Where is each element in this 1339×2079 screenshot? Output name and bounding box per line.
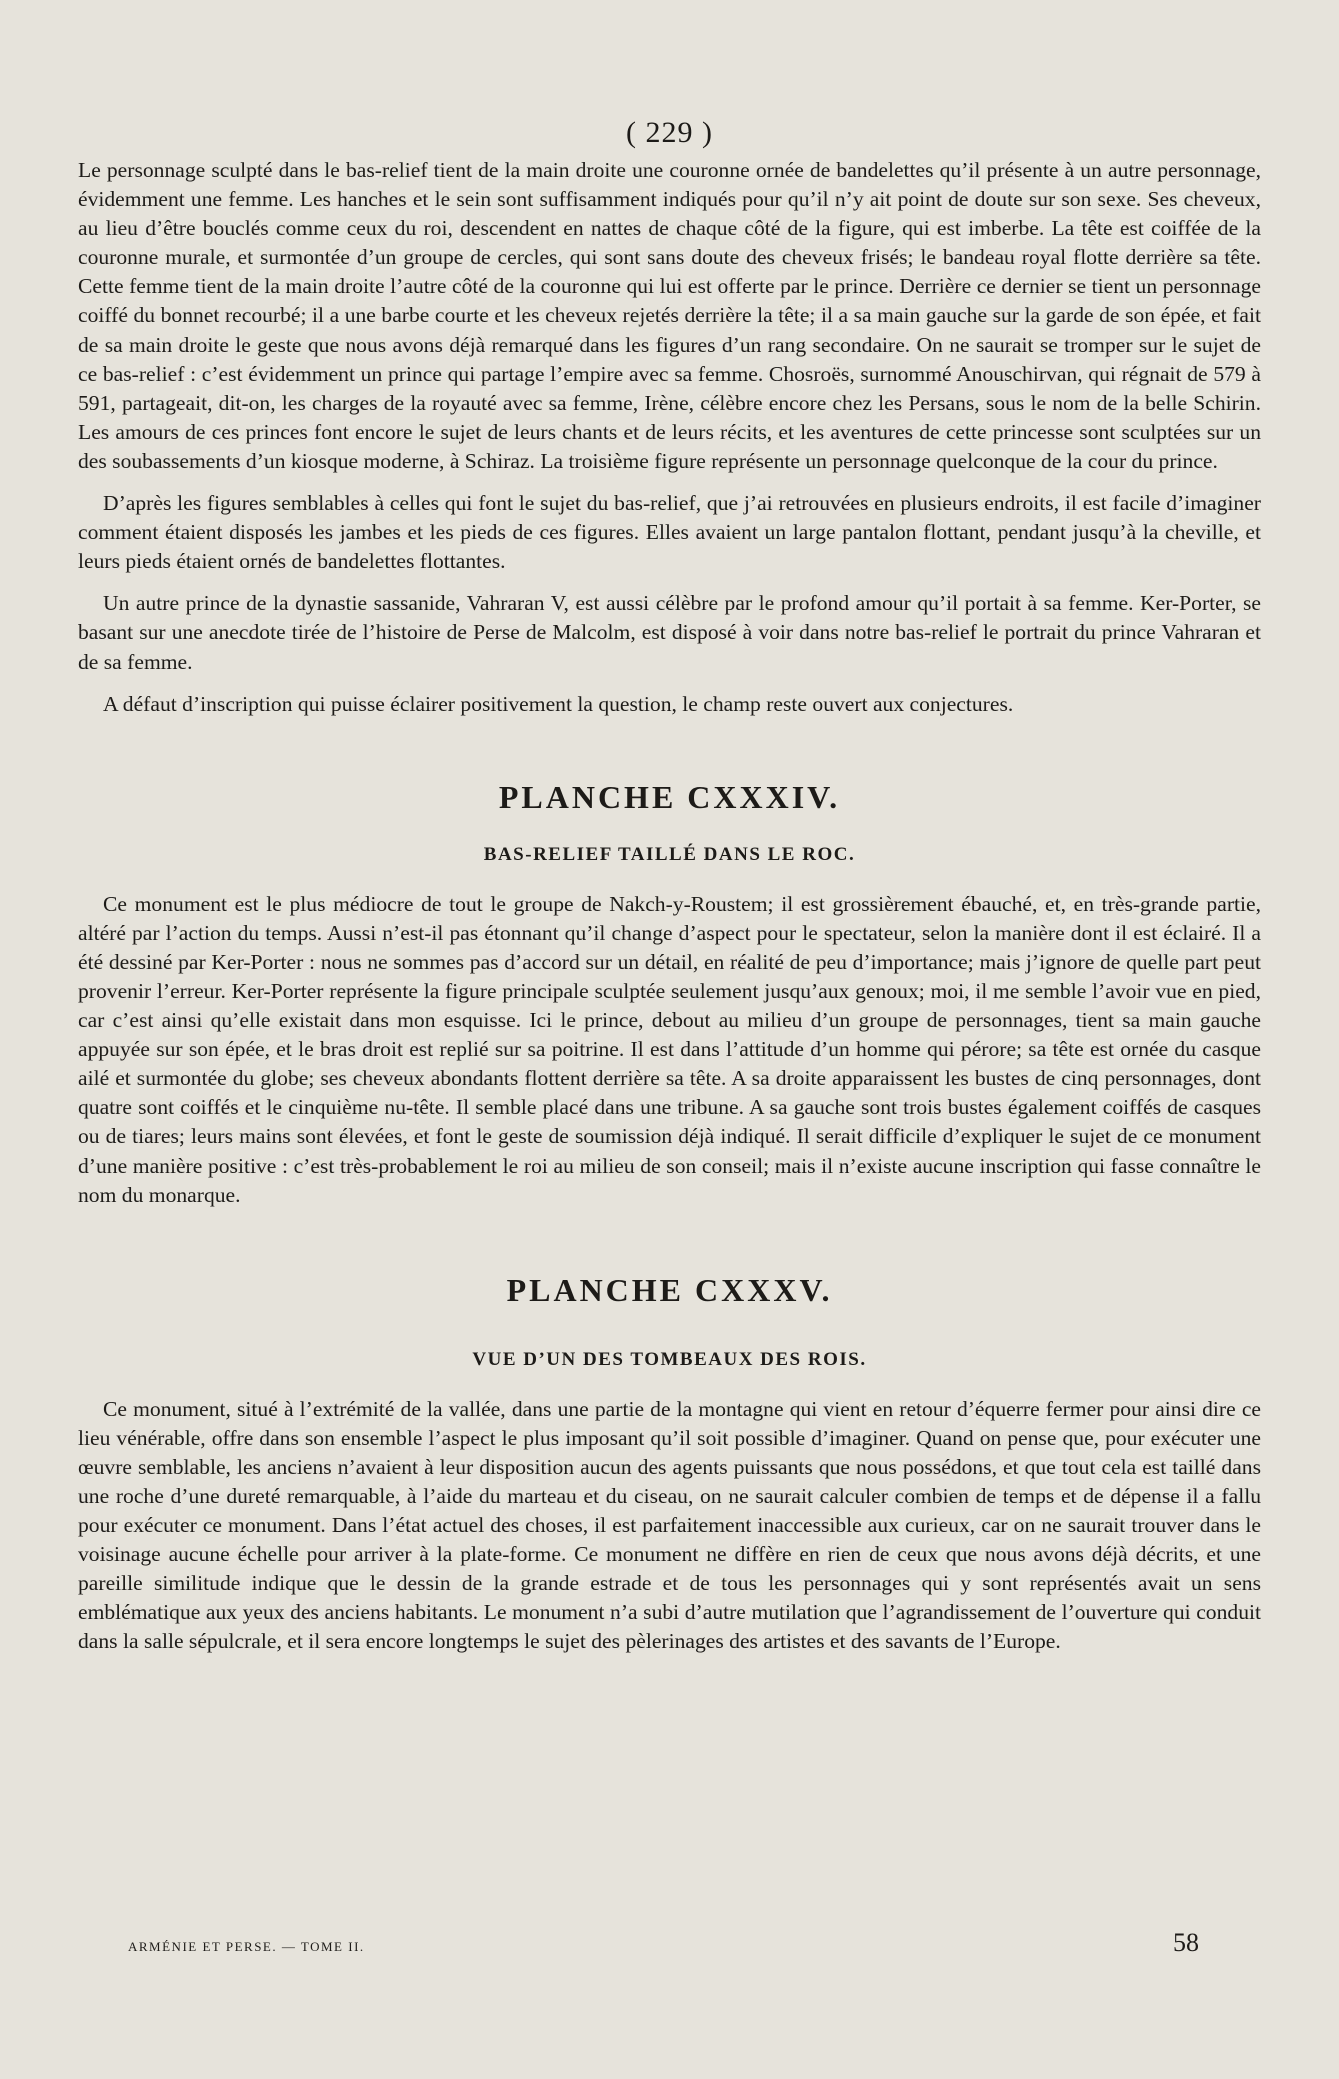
section-plate-cxxxiv (78, 779, 1261, 1210)
paragraph: Ce monument, situé à l’extrémité de la vallée, dans une partie de la montagne qui vient en retour d’équerre fermer pour ainsi dire ce lieu vénérable, offre dans son ensemble l’aspect le plus imposant qu’il soit possible d’imaginer. Quand on pense que, pour exécuter une œuvre semblable, les anciens n’avaient à leur disposition aucun des agents puissants que nous possédons, et que tout cela est taillé dans une roche d’une dureté remarquable, à l’aide du marteau et du ciseau, on ne saurait calculer combien de temps et de dépense il a fallu pour exécuter ce monument. Dans l’état actuel des choses, il est parfaitement inaccessible aux curieux, car on ne saurait trouver dans le voisinage aucune échelle pour arriver à la plate-forme. Ce monument ne diffère en rien de ceux que nous avons déjà décrits, et une pareille similitude indique que le dessin de la grande estrade et de tous les personnages qui y sont représentés avait un sens emblématique aux yeux des anciens habitants. Le monument n’a subi d’autre mutilation que l’agrandissement de l’ouverture qui conduit dans la salle sépulcrale, et il sera encore longtemps le sujet des pèlerinages des artistes et des savants de l’Europe. (78, 1396, 1261, 1654)
page-number: ( 229 ) (626, 116, 713, 149)
plate-title: PLANCHE CXXXV. (506, 1271, 833, 1308)
paragraph: Ce monument est le plus médiocre de tout le groupe de Nakch-y-Roustem; il est grossièrement ébauché, et, en très-grande partie, altéré par l’action du temps. Aussi n’est-il pas étonnant qu’il change d’aspect pour le spectateur, selon la manière dont il est éclairé. Il a été dessiné par Ker-Porter : nous ne sommes pas d’accord sur un détail, en réalité de peu d’importance; mais j’ignore de quelle part peut provenir l’erreur. Ker-Porter représente la figure principale sculptée seulement jusqu’aux genoux; moi, il me semble l’avoir vue en pied, car c’est ainsi qu’elle existait dans mon esquisse. Ici le prince, debout au milieu d’un groupe de personnages, tient sa main gauche appuyée sur son épée, et le bras droit est replié sur sa poitrine. Il est dans l’attitude d’un homme qui pérore; sa tête est ornée du casque ailé et surmontée du globe; ses cheveux abondants flottent derrière sa tête. A sa droite apparaissent les bustes de cinq personnages, dont quatre sont coiffés et le cinquième nu-tête. Il semble placé dans une tribune. A sa gauche sont trois bustes également coiffés de casques ou de tiares; leurs mains sont élevées, et font le geste de soumission déjà indiqué. Il serait difficile d’expliquer le sujet de ce monument d’une manière positive : c’est très-probablement le roi au milieu de son conseil; mais il n’existe aucune inscription qui fasse connaître le nom du monarque. (78, 891, 1261, 1207)
paragraph: Un autre prince de la dynastie sassanide, Vahraran V, est aussi célèbre par le profond amour qu’il portait à sa femme. Ker-Porter, se basant sur une anecdote tirée de l’histoire de Perse de Malcolm, est disposé à voir dans notre bas-relief le portrait du prince Vahraran et de sa femme. (78, 591, 1261, 674)
paragraph: A défaut d’inscription qui puisse éclairer positivement la question, le champ reste ouvert aux conjectures. (103, 691, 1014, 716)
footer-signature-number: 58 (1173, 1928, 1199, 1957)
paragraph: D’après les figures semblables à celles qui font le sujet du bas-relief, que j’ai retrouvées en plusieurs endroits, il est facile d’imaginer comment étaient disposés les jambes et les pieds de ces figures. Elles avaient un large pantalon flottant, pendant jusqu’à la cheville, et leurs pieds étaient ornés de bandelettes flottantes. (78, 491, 1261, 574)
page-footer (128, 1928, 1199, 1958)
footer-volume-label: ARMÉNIE ET PERSE. — TOME II. (128, 1939, 365, 1954)
section-plate-cxxxv (78, 1272, 1261, 1657)
paragraph: Le personnage sculpté dans le bas-relief tient de la main droite une couronne ornée de bandelettes qu’il présente à un autre personnage, évidemment une femme. Les hanches et le sein sont suffisamment indiqués pour qu’il n’y ait point de doute sur son sexe. Ses cheveux, au lieu d’être bouclés comme ceux du roi, descendent en nattes de chaque côté de la figure, qui est imberbe. La tête est coiffée de la couronne murale, et surmontée d’un groupe de cercles, qui sont sans doute des cheveux frisés; le bandeau royal flotte derrière sa tête. Cette femme tient de la main droite l’autre côté de la couronne qui lui est offerte par le prince. Derrière ce dernier se tient un personnage coiffé du bonnet recourbé; il a une barbe courte et les cheveux rejetés derrière la tête; il a sa main gauche sur la garde de son épée, et fait de sa main droite le geste que nous avons déjà remarqué dans les figures d’un rang secondaire. On ne saurait se tromper sur le sujet de ce bas-relief : c’est évidemment un prince qui partage l’empire avec sa femme. Chosroës, surnommé Anouschirvan, qui régnait de 579 à 591, partageait, dit-on, les charges de la royauté avec sa femme, Irène, célèbre encore chez les Persans, sous le nom de la belle Schirin. Les amours de ces princes font encore le sujet de leurs chants et de leurs récits, et les aventures de cette princesse sont sculptées sur un des soubassements d’un kiosque moderne, à Schiraz. La troisième figure représente un personnage quelconque de la cour du prince. (78, 158, 1261, 473)
plate-subtitle: BAS-RELIEF TAILLÉ DANS LE ROC. (483, 843, 856, 865)
section-intro (78, 156, 1261, 719)
plate-title: PLANCHE CXXXIV. (498, 778, 841, 815)
plate-subtitle: VUE D’UN DES TOMBEAUX DES ROIS. (472, 1348, 867, 1370)
page-content (78, 116, 1261, 1657)
